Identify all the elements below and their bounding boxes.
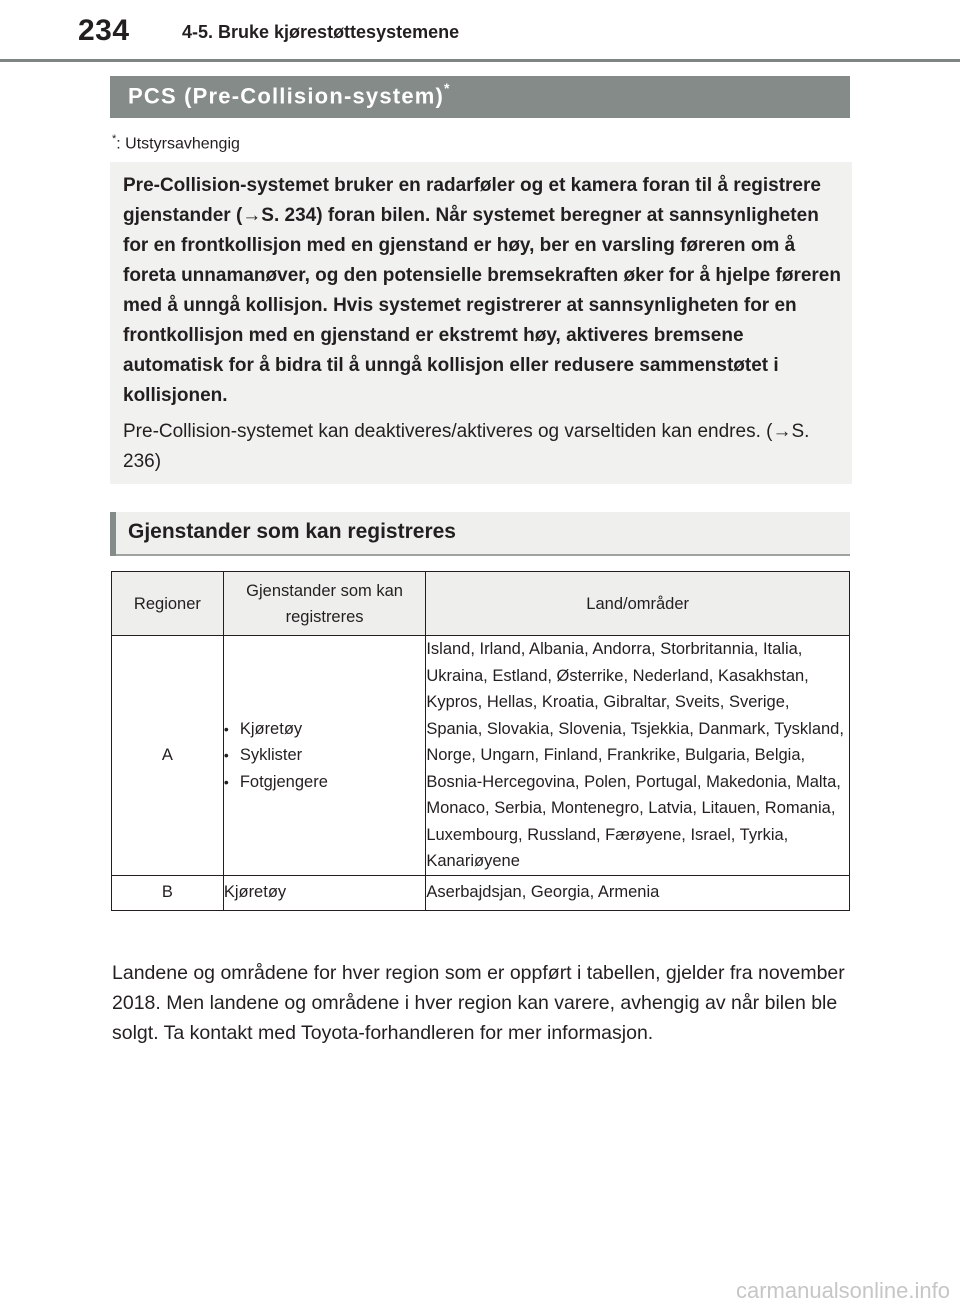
footnote [112, 133, 240, 153]
table-row [112, 875, 850, 910]
regions-table [111, 571, 850, 911]
region-cell: A [112, 636, 224, 876]
header-regions: Regioner [112, 572, 224, 636]
section-title-bar [110, 76, 850, 118]
section-reference: 4-5. Bruke kjørestøttesystemene [182, 22, 460, 42]
page-number: 234 [78, 14, 130, 47]
page-header [0, 0, 960, 62]
subheading-bar [110, 512, 850, 556]
list-item: • Kjøretøy [224, 716, 426, 743]
countries-cell: Island, Irland, Albania, Andorra, Storbritannia, Italia, Ukraina, Estland, Østerrike, Nederland, Kasakhstan, Kypros, Hellas, Kroatia, Gibraltar, Sveits, Sverige, Spania, Slovakia, Slovenia, Tsjekkia, Danmark, Tyskland, Norge, Ungarn, Finland, Frankrike, Bulgaria, Belgia, Bosnia-Hercegovina, Polen, Portugal, Makedonia, Malta, Monaco, Serbia, Montenegro, Latvia, Litauen, Romania, Luxembourg, Russland, Færøyene, Israel, Tyrkia, Kanariøyene [426, 636, 850, 876]
section-title [128, 82, 451, 109]
subheading-accent [110, 512, 116, 556]
bullet-icon: • [223, 773, 229, 790]
subheading-text: Gjenstander som kan registreres [128, 520, 456, 543]
footnote-marker: * [112, 133, 117, 145]
header-divider [0, 59, 960, 62]
table-row [112, 636, 850, 876]
list-item: • Fotgjengere [224, 769, 426, 796]
bullet-icon: • [223, 720, 229, 737]
footnote-text: : Utstyrsavhengig [116, 135, 240, 153]
objects-cell [223, 636, 426, 876]
intro-box [110, 162, 852, 484]
closing-paragraph: Landene og områdene for hver region som er oppført i tabellen, gjelder fra november 2018. Men landene og områdene i hver region kan varere, avhengig av når bilen ble solgt. Ta kontakt med Toyota-forhandleren for mer informasjon. [112, 962, 845, 1044]
watermark: carmanualsonline.info [735, 1278, 950, 1303]
header-countries: Land/områder [426, 572, 850, 636]
objects-list [224, 716, 426, 796]
section-title-text: PCS (Pre-Collision-system) [128, 83, 445, 109]
countries-cell: Aserbajdsjan, Georgia, Armenia [426, 875, 850, 910]
objects-cell: Kjøretøy [223, 875, 426, 910]
bullet-icon: • [223, 747, 229, 763]
region-cell: B [112, 875, 224, 910]
intro-bold-paragraph: Pre-Collision-systemet bruker en radarføler og et kamera foran til å registrere gjenstander (→S. 234) foran bilen. Når systemet beregner at sannsynligheten for en frontkollisjon med en gjenstand er høy, ber en varsling føreren om å foreta unnamanøver, og den potensielle bremsekraften øker for å hjelpe føreren med å unngå kollisjon. Hvis systemet registrerer at sannsynligheten for en frontkollisjon med en gjenstand er ekstremt høy, aktiveres bremsene automatisk for å bidra til å unngå kollisjon eller redusere sammenstøtet i kollisjonen. [123, 175, 841, 406]
header-objects: Gjenstander som kan registreres [223, 572, 426, 636]
table-header-row [112, 572, 850, 636]
title-asterisk: * [444, 80, 451, 96]
intro-plain-paragraph: Pre-Collision-systemet kan deaktiveres/aktiveres og varseltiden kan endres. (→S. 236) [123, 421, 810, 472]
list-item: • Syklister [224, 742, 426, 769]
